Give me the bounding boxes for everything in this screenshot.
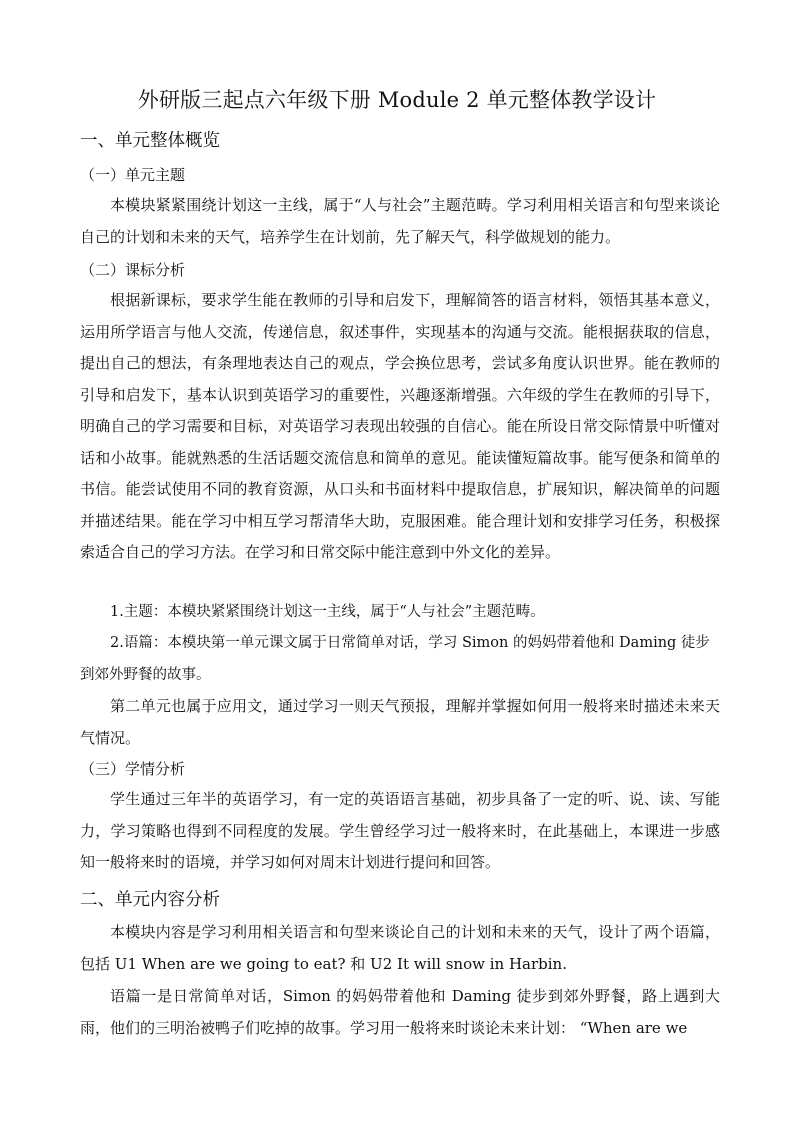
document-title: 外研版三起点六年级下册 Module 2 单元整体教学设计: [137, 88, 657, 112]
section-heading-content: 二、单元内容分析: [80, 890, 220, 910]
paragraph-content-1: 本模块内容是学习利用相关语言和句型来谈论自己的计划和未来的天气，设计了两个语篇，包括 U1 When are we going to eat? 和 U2 It will snow in Harbin.: [80, 923, 720, 973]
section-heading-overview: 一、单元整体概览: [80, 131, 220, 151]
paragraph-theme: 本模块紧紧围绕计划这一主线，属于“人与社会”主题范畴。学习利用相关语言和句型来谈论自己的计划和未来的天气，培养学生在计划前，先了解天气，科学做规划的能力。: [80, 196, 720, 246]
paragraph-content-2: 语篇一是日常简单对话，Simon 的妈妈带着他和 Daming 徒步到郊外野餐，路上遇到大雨，他们的三明治被鸭子们吃掉的故事。学习用一般将来时谈论未来计划： “When are we: [80, 987, 720, 1037]
paragraph-unit2: 第二单元也属于应用文，通过学习一则天气预报，理解并掌握如何用一般将来时描述未来天气情况。: [80, 697, 720, 747]
paragraph-curriculum: 根据新课标，要求学生能在教师的引导和启发下，理解简答的语言材料，领悟其基本意义，运用所学语言与他人交流，传递信息，叙述事件，实现基本的沟通与交流。能根据获取的信息，提出自己的想法，有条理地表达自己的观点，学会换位思考，尝试多角度认识世界。能在教师的引导和启发下，基本认识到英语学习的重要性，兴趣逐渐增强。六年级的学生在教师的引导下，明确自己的学习需要和目标，对英语学习表现出较强的自信心。能在所设日常交际情景中听懂对话和小故事。能就熟悉的生活话题交流信息和简单的意见。能读懂短篇故事。能写便条和简单的书信。能尝试使用不同的教育资源，从口头和书面材料中提取信息，扩展知识，解决简单的问题并描述结果。能在学习中相互学习帮清华大助，克服困难。能合理计划和安排学习任务，积极探索适合自己的学习方法。在学习和日常交际中能注意到中外文化的差异。: [80, 291, 720, 561]
subsection-heading-learners: （三）学情分析: [80, 760, 186, 778]
list-item-text: 2.语篇：本模块第一单元课文属于日常简单对话，学习 Simon 的妈妈带着他和 Daming 徒步到郊外野餐的故事。: [80, 635, 710, 683]
paragraph-learners: 学生通过三年半的英语学习，有一定的英语语言基础，初步具备了一定的听、说、读、写能力，学习策略也得到不同程度的发展。学生曾经学习过一般将来时，在此基础上，本课进一步感知一般将来时的语境，并学习如何对周末计划进行提问和回答。: [80, 790, 720, 871]
list-item-theme: 1.主题：本模块紧紧围绕计划这一主线，属于“人与社会”主题范畴。: [110, 604, 545, 620]
subsection-heading-curriculum: （二）课标分析: [80, 261, 186, 279]
subsection-heading-theme: （一）单元主题: [80, 166, 186, 184]
